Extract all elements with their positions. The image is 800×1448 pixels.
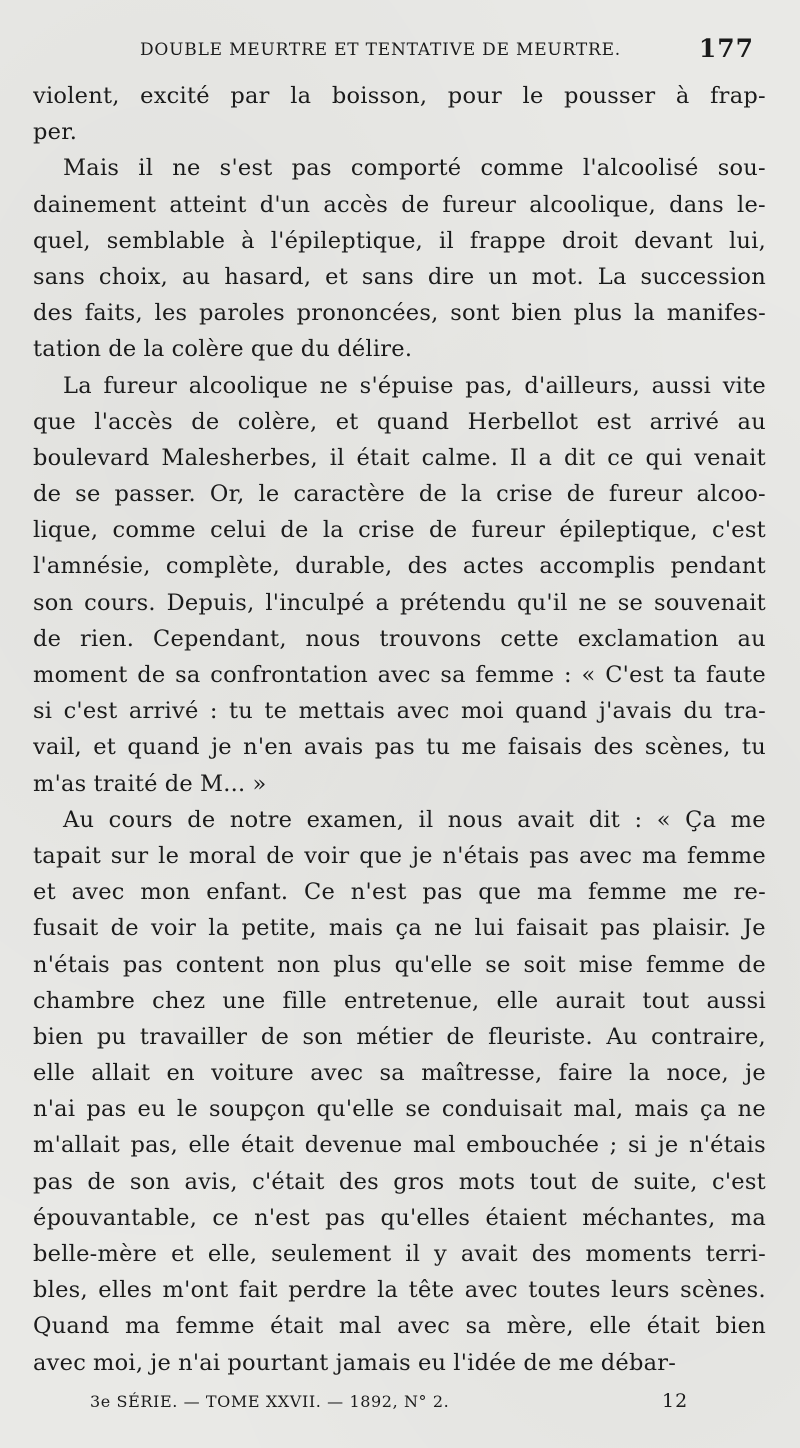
sheet-number: 12 [662, 1390, 689, 1412]
running-title: DOUBLE MEURTRE ET TENTATIVE DE MEURTRE. [140, 40, 622, 60]
text-line: moment de sa confrontation avec sa femme : « C'est ta faute [33, 662, 766, 688]
paragraph [33, 368, 766, 802]
text-line: son cours. Depuis, l'inculpé a prétendu qu'il ne se souvenait [33, 589, 766, 616]
text-line: violent, excité par la boisson, pour le pousser à frap- [33, 83, 766, 109]
text-line: chambre chez une fille entretenue, elle aurait tout aussi [33, 987, 766, 1014]
text-line: bien pu travailler de son métier de fleuriste. Au contraire, [33, 1023, 766, 1050]
text-line: tapait sur le moral de voir que je n'étais pas avec ma femme [33, 842, 766, 869]
text-line: per. [33, 119, 78, 146]
body-text [33, 78, 766, 1381]
text-line: m'as traité de M... » [33, 770, 267, 797]
text-line: si c'est arrivé : tu te mettais avec moi quand j'avais du tra- [33, 698, 766, 725]
text-line: fusait de voir la petite, mais ça ne lui faisait pas plaisir. Je [33, 915, 766, 942]
text-line: épouvantable, ce n'est pas qu'elles étaient méchantes, ma [33, 1204, 766, 1231]
text-line: elle allait en voiture avec sa maîtresse, faire la noce, je [33, 1060, 766, 1087]
text-line: l'amnésie, complète, durable, des actes accomplis pendant [33, 553, 766, 580]
page-footer [0, 1390, 800, 1420]
text-line: tation de la colère que du délire. [33, 336, 413, 363]
running-head [0, 32, 800, 72]
text-line: bles, elles m'ont fait perdre la tête avec toutes leurs scènes. [33, 1277, 766, 1304]
text-line: que l'accès de colère, et quand Herbellot est arrivé au [33, 408, 766, 435]
text-line: n'étais pas content non plus qu'elle se soit mise femme de [33, 951, 766, 978]
text-line: de rien. Cependant, nous trouvons cette exclamation au [33, 625, 766, 652]
text-line: sans choix, au hasard, et sans dire un mot. La succession [33, 263, 766, 290]
text-line: boulevard Malesherbes, il était calme. Il a dit ce qui venait [33, 444, 766, 471]
text-line: La fureur alcoolique ne s'épuise pas, d'ailleurs, aussi vite [63, 372, 766, 399]
printer-signature: 3e SÉRIE. — TOME XXVII. — 1892, N° 2. [90, 1392, 450, 1411]
text-line: dainement atteint d'un accès de fureur alcoolique, dans le- [33, 191, 766, 218]
text-line: et avec mon enfant. Ce n'est pas que ma femme me re- [33, 879, 766, 906]
paragraph [33, 802, 766, 1381]
text-line: des faits, les paroles prononcées, sont bien plus la manifes- [33, 300, 766, 327]
text-line: avec moi, je n'ai pourtant jamais eu l'idée de me débar- [33, 1349, 677, 1376]
text-line: Quand ma femme était mal avec sa mère, elle était bien [33, 1313, 766, 1340]
text-line: pas de son avis, c'était des gros mots tout de suite, c'est [33, 1168, 766, 1195]
text-line: Au cours de notre examen, il nous avait dit : « Ça me [63, 806, 766, 833]
text-line: lique, comme celui de la crise de fureur épileptique, c'est [33, 517, 766, 544]
text-line: n'ai pas eu le soupçon qu'elle se conduisait mal, mais ça ne [33, 1096, 766, 1123]
paragraph [33, 150, 766, 367]
page-number: 177 [698, 34, 754, 63]
text-line: belle-mère et elle, seulement il y avait des moments terri- [33, 1241, 766, 1267]
text-line: vail, et quand je n'en avais pas tu me faisais des scènes, tu [33, 734, 766, 761]
text-line: m'allait pas, elle était devenue mal embouchée ; si je n'étais [33, 1132, 766, 1159]
paragraph [33, 78, 766, 150]
text-line: Mais il ne s'est pas comporté comme l'alcoolisé sou- [63, 155, 766, 182]
text-line: quel, semblable à l'épileptique, il frappe droit devant lui, [33, 227, 766, 254]
text-line: de se passer. Or, le caractère de la crise de fureur alcoo- [33, 481, 766, 508]
